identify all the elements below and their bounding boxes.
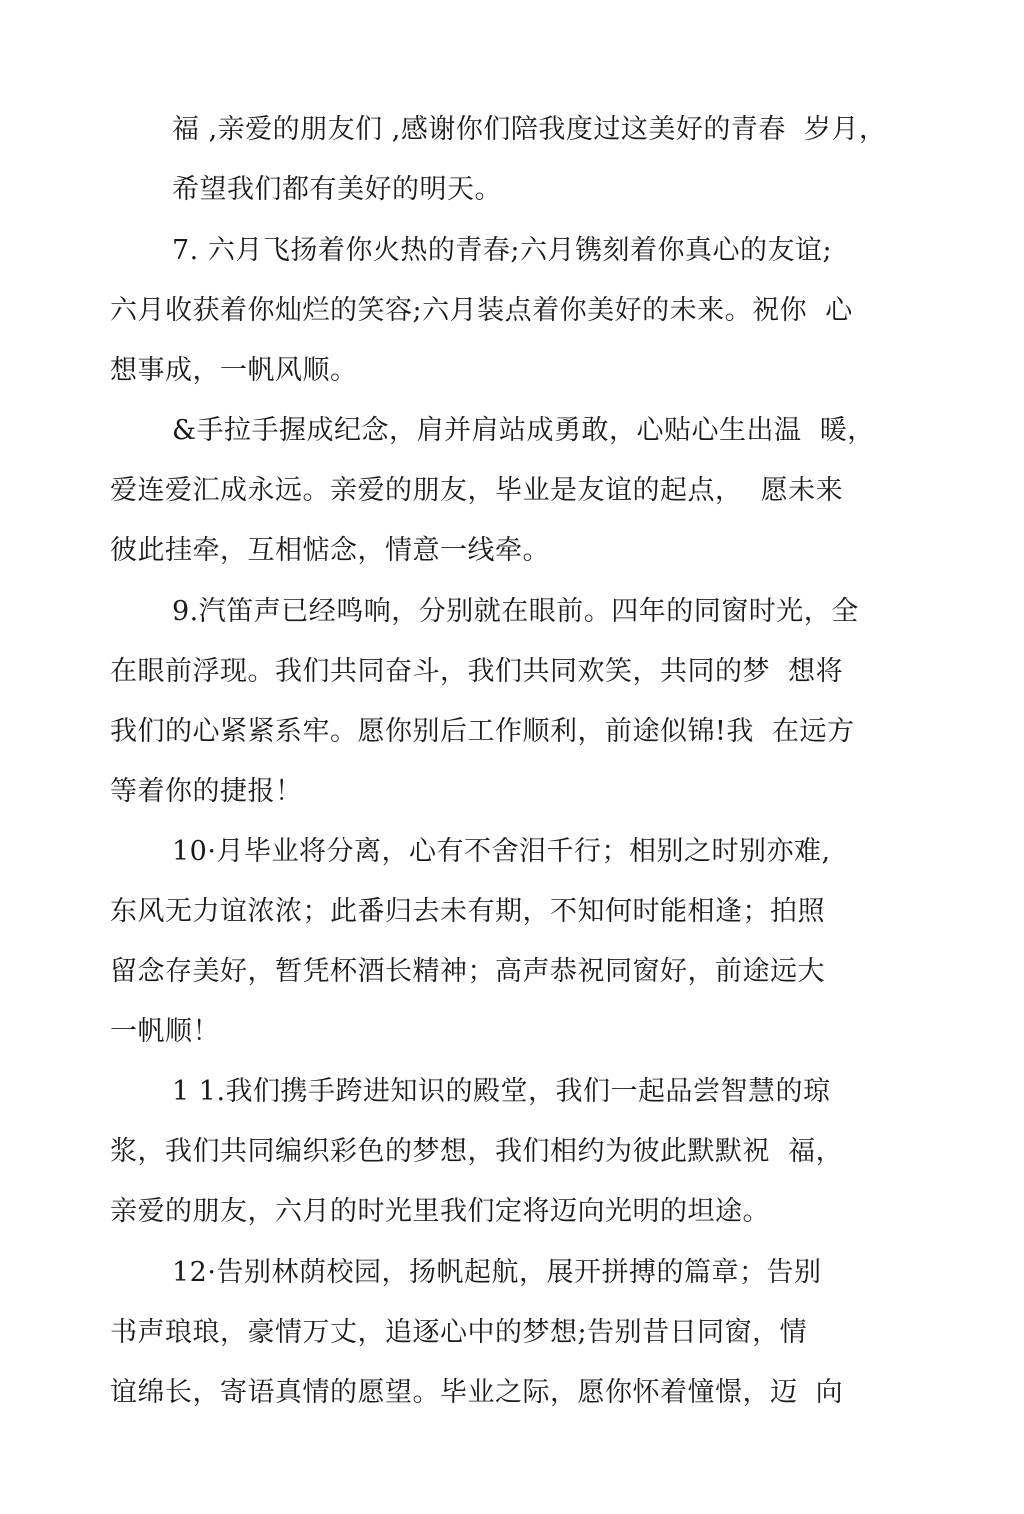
text-line: 12·告别林荫校园，扬帆起航，展开拼搏的篇章；告别 (172, 1257, 822, 1288)
text-line: 亲爱的朋友，六月的时光里我们定将迈向光明的坦途。 (110, 1196, 770, 1227)
text-line: 浆，我们共同编织彩色的梦想，我们相约为彼此默默祝 福， (110, 1136, 844, 1167)
text-line: 1 1.我们携手跨进知识的殿堂，我们一起品尝智慧的琼 (172, 1076, 831, 1107)
text-line: 东风无力谊浓浓；此番归去未有期，不知何时能相逢；拍照 (110, 896, 825, 927)
text-line: 想事成，一帆风顺。 (110, 355, 358, 386)
text-line: 等着你的捷报！ (110, 776, 303, 807)
text-line: 希望我们都有美好的明天。 (172, 174, 502, 205)
text-line: 福 ,亲爱的朋友们 ,感谢你们陪我度过这美好的青春 岁月， (172, 114, 887, 145)
text-line: 留念存美好，暂凭杯酒长精神；高声恭祝同窗好，前途远大 (110, 956, 825, 987)
text-line: 书声琅琅，豪情万丈，追逐心中的梦想;告别昔日同窗，情 (110, 1317, 808, 1348)
text-line: 爱连爱汇成永远。亲爱的朋友，毕业是友谊的起点， 愿未来 (110, 475, 844, 506)
text-line: 7. 六月飞扬着你火热的青春;六月镌刻着你真心的友谊; (172, 235, 833, 266)
text-line: 一帆顺！ (110, 1016, 220, 1047)
text-line: 谊绵长，寄语真情的愿望。毕业之际，愿你怀着憧憬，迈 向 (110, 1377, 844, 1408)
text-line: 我们的心紧紧系牢。愿你别后工作顺利，前途似锦!我 在远方 (110, 716, 855, 747)
text-line: &手拉手握成纪念，肩并肩站成勇敢，心贴心生出温 暖， (172, 415, 875, 446)
text-line: 10·月毕业将分离，心有不舍泪千行；相别之时别亦难, (172, 836, 831, 867)
text-line: 9.汽笛声已经鸣响，分别就在眼前。四年的同窗时光，全 (172, 596, 859, 627)
text-line: 在眼前浮现。我们共同奋斗，我们共同欢笑，共同的梦 想将 (110, 656, 844, 687)
text-line: 六月收获着你灿烂的笑容;六月装点着你美好的未来。祝你 心 (110, 295, 853, 326)
text-line: 彼此挂牵，互相惦念，情意一线牵。 (110, 535, 550, 566)
